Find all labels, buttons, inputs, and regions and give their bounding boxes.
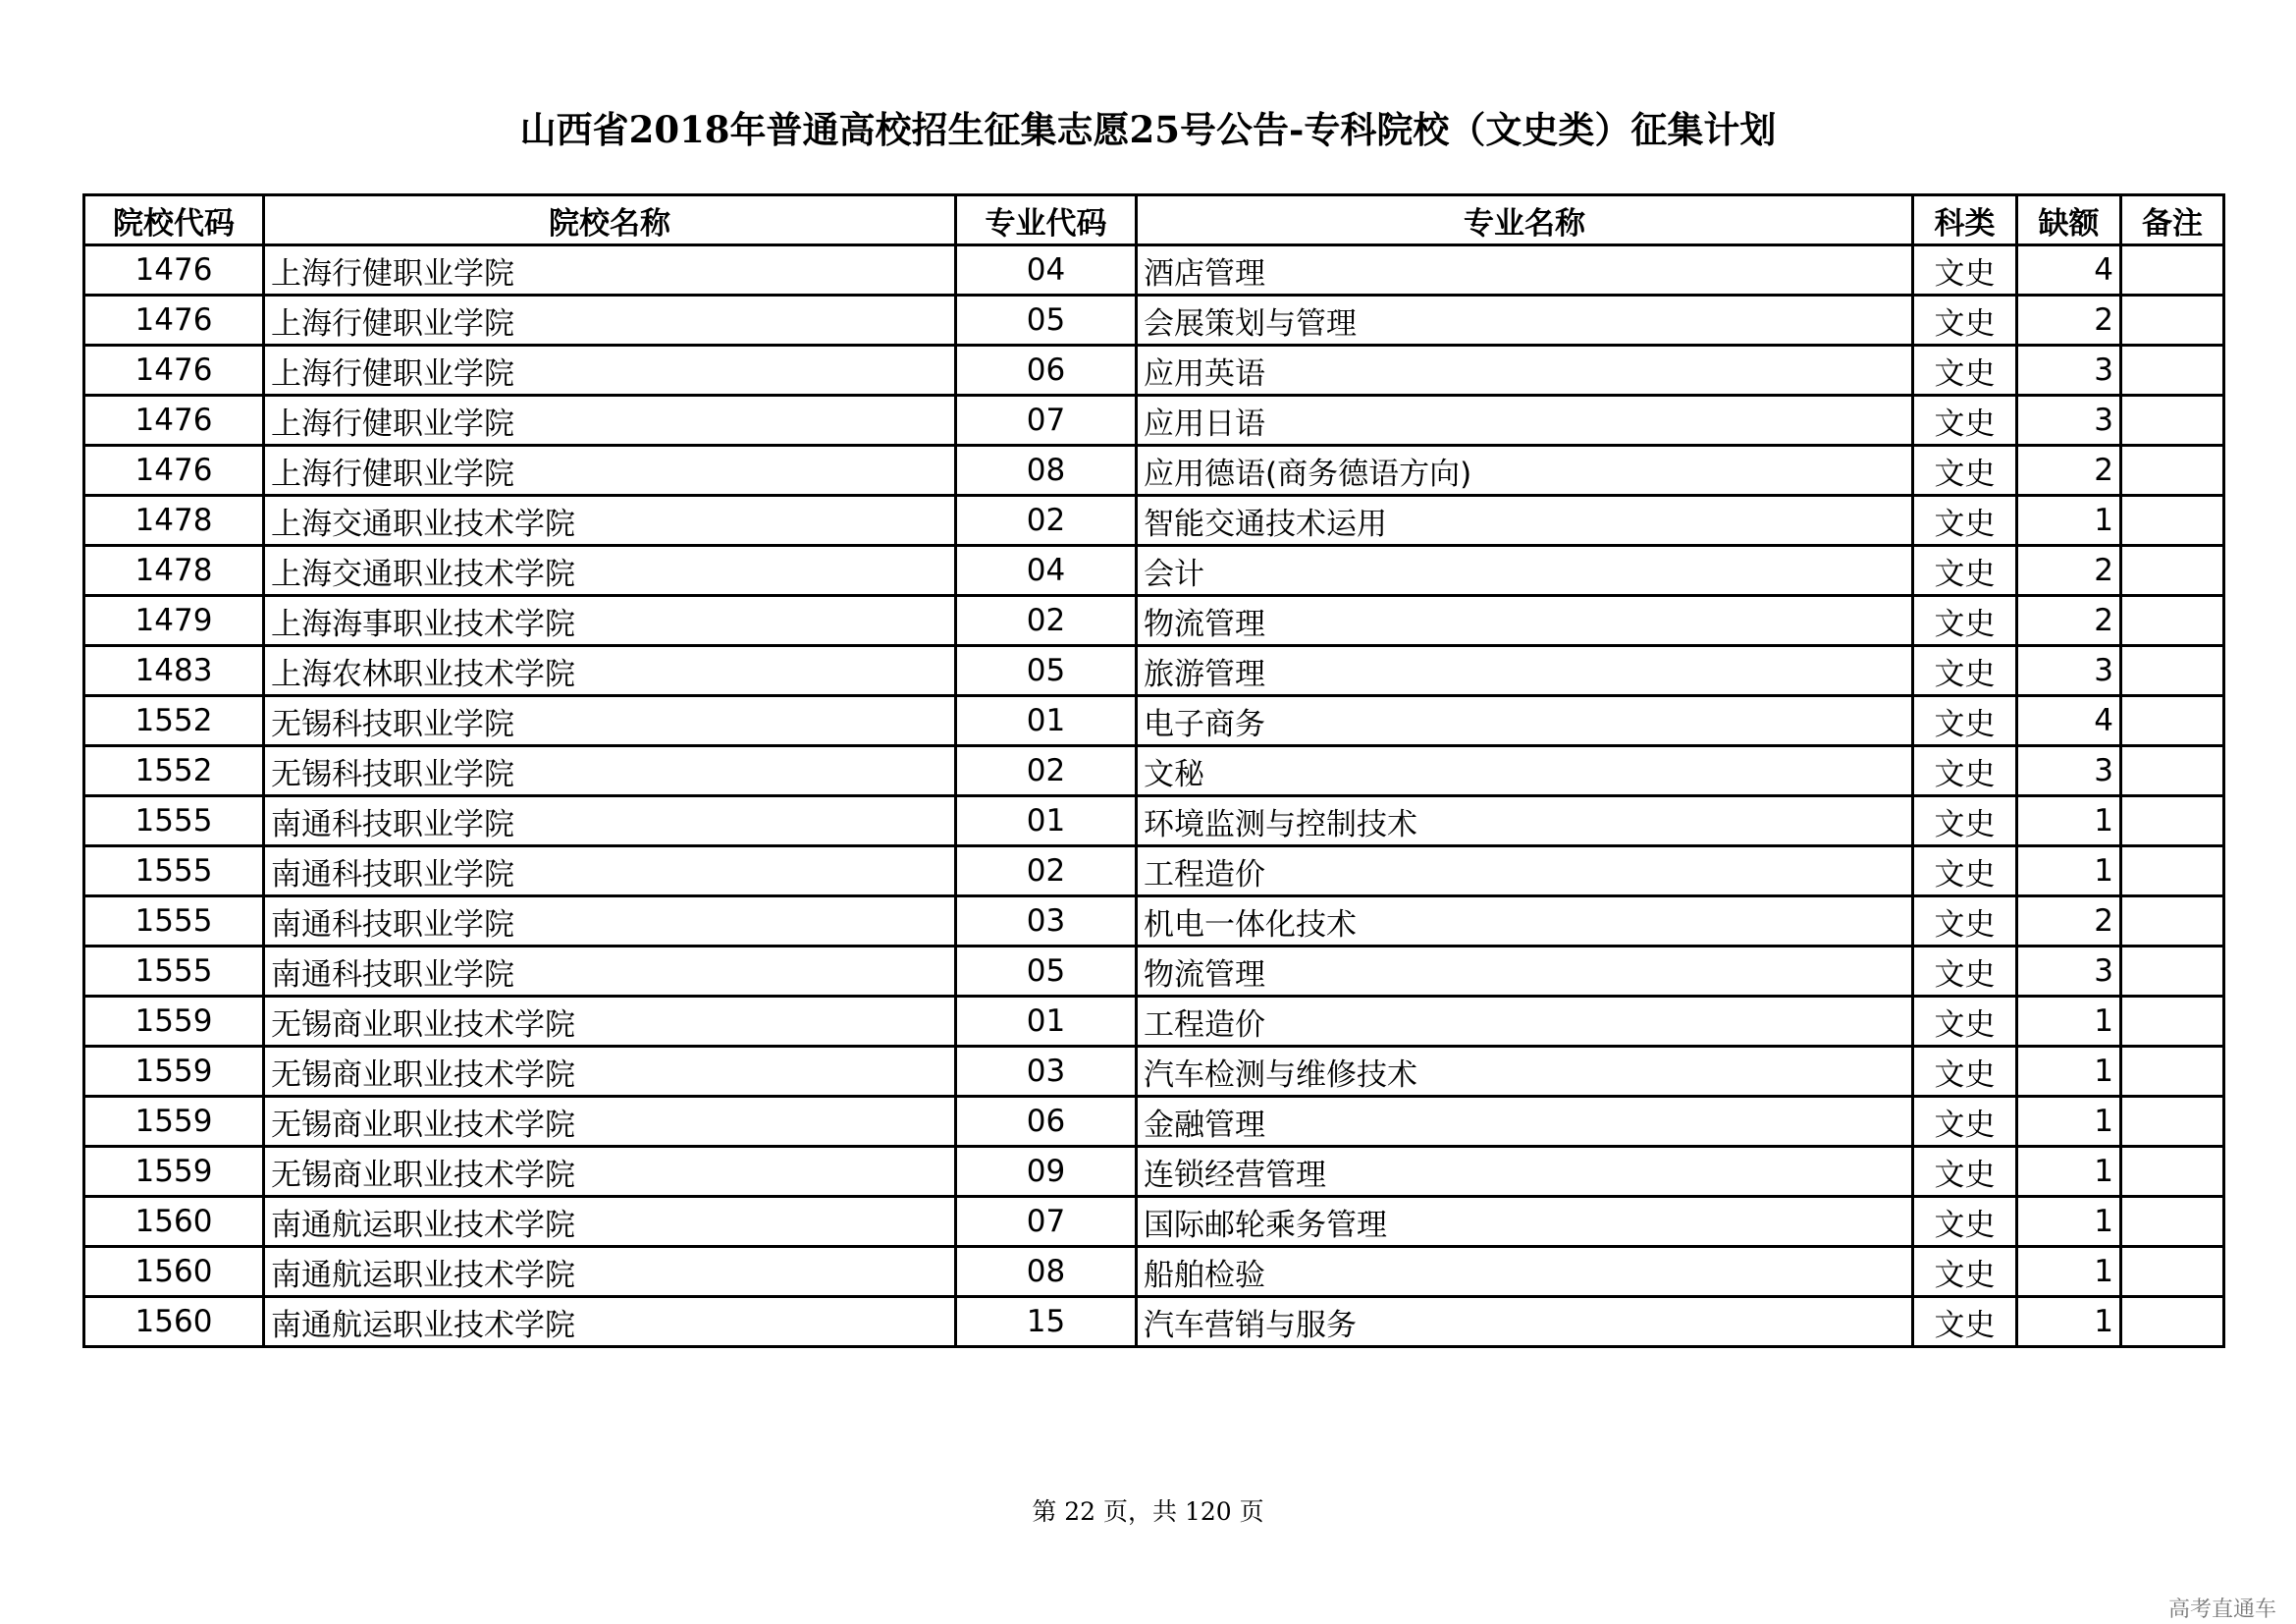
major-name-cell: 应用德语(商务德语方向) (1137, 446, 1913, 496)
remarks-cell (2121, 746, 2224, 796)
major-code-cell: 01 (956, 796, 1137, 846)
school-code-cell: 1559 (84, 1097, 264, 1147)
school-code-cell: 1476 (84, 446, 264, 496)
remarks-cell (2121, 947, 2224, 997)
category-cell: 文史 (1913, 1147, 2017, 1197)
vacancy-cell: 4 (2017, 245, 2121, 296)
table-row (84, 947, 2224, 997)
major-code-cell: 04 (956, 245, 1137, 296)
vacancy-cell: 2 (2017, 446, 2121, 496)
table-row (84, 596, 2224, 646)
major-name-cell: 国际邮轮乘务管理 (1137, 1197, 1913, 1247)
major-name-cell: 工程造价 (1137, 846, 1913, 896)
vacancy-cell: 3 (2017, 396, 2121, 446)
major-code-cell: 02 (956, 846, 1137, 896)
category-cell: 文史 (1913, 646, 2017, 696)
major-name-cell: 会计 (1137, 546, 1913, 596)
remarks-cell (2121, 396, 2224, 446)
remarks-cell (2121, 696, 2224, 746)
vacancy-cell: 1 (2017, 1247, 2121, 1297)
school-name-cell: 上海交通职业技术学院 (264, 496, 956, 546)
major-name-cell: 智能交通技术运用 (1137, 496, 1913, 546)
major-name-cell: 电子商务 (1137, 696, 1913, 746)
vacancy-cell: 1 (2017, 1097, 2121, 1147)
remarks-cell (2121, 596, 2224, 646)
school-code-cell: 1476 (84, 396, 264, 446)
major-name-cell: 汽车检测与维修技术 (1137, 1047, 1913, 1097)
vacancy-cell: 1 (2017, 997, 2121, 1047)
header-vacancy: 缺额 (2017, 195, 2121, 245)
vacancy-cell: 3 (2017, 746, 2121, 796)
remarks-cell (2121, 1297, 2224, 1347)
major-name-cell: 文秘 (1137, 746, 1913, 796)
major-code-cell: 04 (956, 546, 1137, 596)
table-row (84, 646, 2224, 696)
enrollment-plan-table (82, 193, 2225, 1348)
school-code-cell: 1555 (84, 896, 264, 947)
school-name-cell: 南通航运职业技术学院 (264, 1247, 956, 1297)
category-cell: 文史 (1913, 947, 2017, 997)
table-row (84, 296, 2224, 346)
major-name-cell: 汽车营销与服务 (1137, 1297, 1913, 1347)
major-name-cell: 工程造价 (1137, 997, 1913, 1047)
vacancy-cell: 2 (2017, 546, 2121, 596)
table-row (84, 1147, 2224, 1197)
remarks-cell (2121, 1147, 2224, 1197)
category-cell: 文史 (1913, 346, 2017, 396)
table-row (84, 396, 2224, 446)
school-name-cell: 南通航运职业技术学院 (264, 1197, 956, 1247)
major-code-cell: 05 (956, 296, 1137, 346)
category-cell: 文史 (1913, 1097, 2017, 1147)
school-code-cell: 1479 (84, 596, 264, 646)
major-name-cell: 应用英语 (1137, 346, 1913, 396)
school-code-cell: 1559 (84, 1047, 264, 1097)
header-major-code: 专业代码 (956, 195, 1137, 245)
school-code-cell: 1552 (84, 696, 264, 746)
major-name-cell: 会展策划与管理 (1137, 296, 1913, 346)
category-cell: 文史 (1913, 245, 2017, 296)
school-name-cell: 无锡商业职业技术学院 (264, 997, 956, 1047)
school-code-cell: 1476 (84, 296, 264, 346)
school-code-cell: 1478 (84, 496, 264, 546)
school-name-cell: 上海行健职业学院 (264, 245, 956, 296)
major-code-cell: 08 (956, 1247, 1137, 1297)
category-cell: 文史 (1913, 1247, 2017, 1297)
school-name-cell: 上海交通职业技术学院 (264, 546, 956, 596)
major-code-cell: 03 (956, 1047, 1137, 1097)
header-remarks: 备注 (2121, 195, 2224, 245)
major-name-cell: 酒店管理 (1137, 245, 1913, 296)
header-school-code: 院校代码 (84, 195, 264, 245)
table-row (84, 696, 2224, 746)
school-code-cell: 1478 (84, 546, 264, 596)
table-row (84, 846, 2224, 896)
remarks-cell (2121, 896, 2224, 947)
vacancy-cell: 2 (2017, 596, 2121, 646)
school-name-cell: 无锡商业职业技术学院 (264, 1047, 956, 1097)
school-code-cell: 1555 (84, 846, 264, 896)
table-row (84, 496, 2224, 546)
remarks-cell (2121, 846, 2224, 896)
header-category: 科类 (1913, 195, 2017, 245)
school-name-cell: 南通航运职业技术学院 (264, 1297, 956, 1347)
major-code-cell: 02 (956, 746, 1137, 796)
vacancy-cell: 2 (2017, 296, 2121, 346)
major-code-cell: 09 (956, 1147, 1137, 1197)
major-code-cell: 07 (956, 1197, 1137, 1247)
category-cell: 文史 (1913, 696, 2017, 746)
school-code-cell: 1560 (84, 1197, 264, 1247)
major-code-cell: 05 (956, 947, 1137, 997)
major-code-cell: 03 (956, 896, 1137, 947)
school-name-cell: 南通科技职业学院 (264, 947, 956, 997)
vacancy-cell: 1 (2017, 796, 2121, 846)
category-cell: 文史 (1913, 746, 2017, 796)
major-code-cell: 05 (956, 646, 1137, 696)
table-row (84, 997, 2224, 1047)
page-number: 第 22 页，共 120 页 (1032, 1497, 1264, 1526)
school-name-cell: 上海行健职业学院 (264, 446, 956, 496)
table-row (84, 1097, 2224, 1147)
school-code-cell: 1476 (84, 245, 264, 296)
school-name-cell: 无锡科技职业学院 (264, 696, 956, 746)
remarks-cell (2121, 1097, 2224, 1147)
vacancy-cell: 1 (2017, 496, 2121, 546)
table-row (84, 746, 2224, 796)
table-row (84, 1047, 2224, 1097)
school-name-cell: 上海行健职业学院 (264, 396, 956, 446)
major-name-cell: 船舶检验 (1137, 1247, 1913, 1297)
vacancy-cell: 1 (2017, 846, 2121, 896)
school-code-cell: 1552 (84, 746, 264, 796)
table-row (84, 796, 2224, 846)
school-name-cell: 上海行健职业学院 (264, 346, 956, 396)
table-row (84, 446, 2224, 496)
major-name-cell: 物流管理 (1137, 596, 1913, 646)
category-cell: 文史 (1913, 396, 2017, 446)
major-name-cell: 应用日语 (1137, 396, 1913, 446)
table-row (84, 1247, 2224, 1297)
category-cell: 文史 (1913, 1047, 2017, 1097)
remarks-cell (2121, 646, 2224, 696)
watermark: 高考直通车 (2167, 1597, 2276, 1622)
header-school-name: 院校名称 (264, 195, 956, 245)
table-row (84, 245, 2224, 296)
category-cell: 文史 (1913, 296, 2017, 346)
major-name-cell: 环境监测与控制技术 (1137, 796, 1913, 846)
school-name-cell: 南通科技职业学院 (264, 846, 956, 896)
major-code-cell: 02 (956, 596, 1137, 646)
page-title: 山西省2018年普通高校招生征集志愿25号公告-专科院校（文史类）征集计划 (519, 108, 1777, 151)
vacancy-cell: 2 (2017, 896, 2121, 947)
vacancy-cell: 1 (2017, 1147, 2121, 1197)
remarks-cell (2121, 1047, 2224, 1097)
school-code-cell: 1559 (84, 997, 264, 1047)
vacancy-cell: 3 (2017, 346, 2121, 396)
vacancy-cell: 1 (2017, 1197, 2121, 1247)
table-header-row (84, 195, 2224, 245)
category-cell: 文史 (1913, 596, 2017, 646)
vacancy-cell: 1 (2017, 1047, 2121, 1097)
school-code-cell: 1555 (84, 796, 264, 846)
major-code-cell: 01 (956, 696, 1137, 746)
table-row (84, 1297, 2224, 1347)
remarks-cell (2121, 346, 2224, 396)
vacancy-cell: 3 (2017, 646, 2121, 696)
major-code-cell: 06 (956, 1097, 1137, 1147)
remarks-cell (2121, 496, 2224, 546)
category-cell: 文史 (1913, 1297, 2017, 1347)
vacancy-cell: 3 (2017, 947, 2121, 997)
school-name-cell: 无锡科技职业学院 (264, 746, 956, 796)
school-code-cell: 1560 (84, 1297, 264, 1347)
remarks-cell (2121, 446, 2224, 496)
major-name-cell: 机电一体化技术 (1137, 896, 1913, 947)
category-cell: 文史 (1913, 796, 2017, 846)
category-cell: 文史 (1913, 896, 2017, 947)
header-major-name: 专业名称 (1137, 195, 1913, 245)
school-name-cell: 上海行健职业学院 (264, 296, 956, 346)
category-cell: 文史 (1913, 496, 2017, 546)
school-name-cell: 无锡商业职业技术学院 (264, 1147, 956, 1197)
remarks-cell (2121, 1247, 2224, 1297)
school-code-cell: 1476 (84, 346, 264, 396)
major-name-cell: 物流管理 (1137, 947, 1913, 997)
school-code-cell: 1559 (84, 1147, 264, 1197)
school-name-cell: 南通科技职业学院 (264, 896, 956, 947)
major-name-cell: 金融管理 (1137, 1097, 1913, 1147)
major-name-cell: 旅游管理 (1137, 646, 1913, 696)
major-code-cell: 01 (956, 997, 1137, 1047)
major-code-cell: 08 (956, 446, 1137, 496)
major-code-cell: 07 (956, 396, 1137, 446)
remarks-cell (2121, 546, 2224, 596)
table-row (84, 896, 2224, 947)
vacancy-cell: 1 (2017, 1297, 2121, 1347)
school-name-cell: 南通科技职业学院 (264, 796, 956, 846)
school-code-cell: 1560 (84, 1247, 264, 1297)
remarks-cell (2121, 1197, 2224, 1247)
table-row (84, 1197, 2224, 1247)
major-code-cell: 15 (956, 1297, 1137, 1347)
table-row (84, 346, 2224, 396)
category-cell: 文史 (1913, 1197, 2017, 1247)
school-code-cell: 1555 (84, 947, 264, 997)
remarks-cell (2121, 245, 2224, 296)
school-name-cell: 无锡商业职业技术学院 (264, 1097, 956, 1147)
major-name-cell: 连锁经营管理 (1137, 1147, 1913, 1197)
remarks-cell (2121, 296, 2224, 346)
category-cell: 文史 (1913, 546, 2017, 596)
school-code-cell: 1483 (84, 646, 264, 696)
category-cell: 文史 (1913, 997, 2017, 1047)
remarks-cell (2121, 997, 2224, 1047)
remarks-cell (2121, 796, 2224, 846)
major-code-cell: 06 (956, 346, 1137, 396)
vacancy-cell: 4 (2017, 696, 2121, 746)
major-code-cell: 02 (956, 496, 1137, 546)
category-cell: 文史 (1913, 846, 2017, 896)
school-name-cell: 上海海事职业技术学院 (264, 596, 956, 646)
table-row (84, 546, 2224, 596)
category-cell: 文史 (1913, 446, 2017, 496)
school-name-cell: 上海农林职业技术学院 (264, 646, 956, 696)
